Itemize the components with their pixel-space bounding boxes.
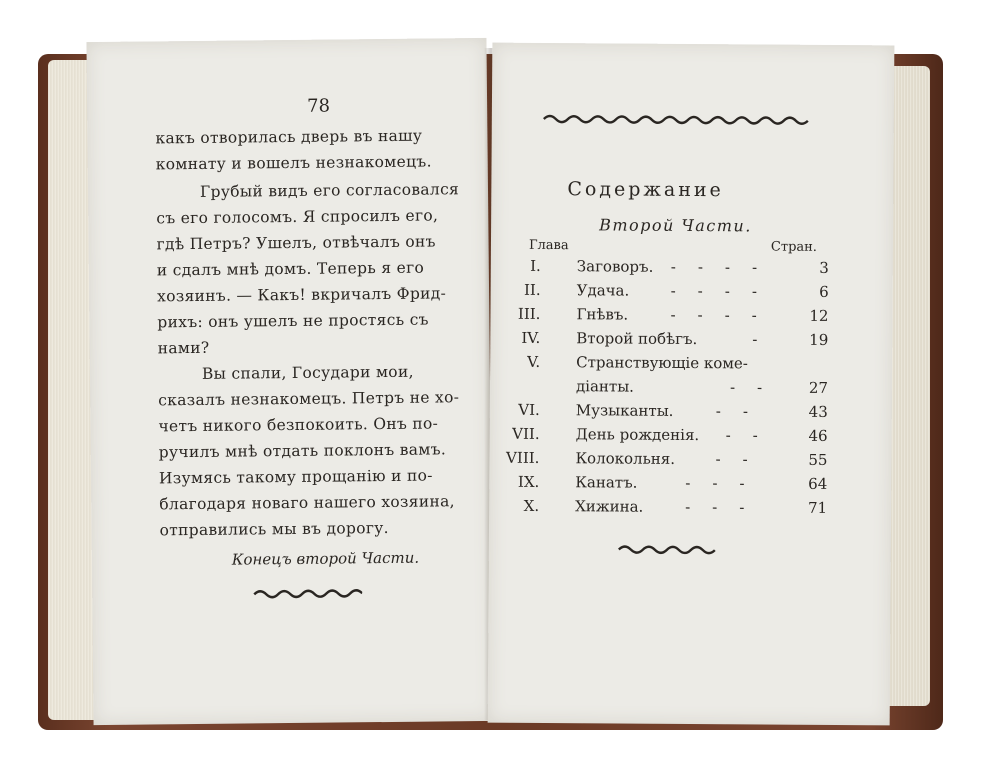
chapter-title: діанты.: [575, 377, 635, 396]
chapter-page: 64: [808, 474, 828, 493]
page-number: 78: [307, 95, 331, 117]
toc-entry: [489, 473, 891, 498]
toc-title: Содержание: [567, 178, 724, 202]
text-line: рихъ: онъ ушелъ не простясь съ: [157, 310, 429, 332]
chapter-title: Удача.: [576, 281, 630, 300]
text-line: хозяинъ. — Какъ! вкричалъ Фрид-: [157, 284, 447, 306]
text-line: благодаря новаго нашего хозяина,: [159, 492, 455, 514]
chapter-page: 6: [819, 282, 829, 301]
chapter-page: 12: [809, 306, 829, 325]
chapter-title: Канатъ.: [575, 473, 638, 492]
toc-subtitle: Второй Части.: [599, 215, 752, 236]
right-page: [488, 43, 895, 726]
chapter-number: III.: [517, 304, 541, 323]
leader-dots: ----: [670, 281, 779, 301]
page-edges-right: [888, 66, 930, 706]
text-line: съ его голосомъ. Я спросилъ его,: [156, 206, 439, 228]
chapter-page: 71: [807, 498, 828, 517]
toc-entry: [491, 257, 893, 282]
toc-entry: [489, 449, 891, 474]
open-book: [38, 40, 943, 730]
ornament-wave: [542, 113, 818, 127]
chapter-number: VII.: [512, 424, 540, 443]
chapter-number: X.: [523, 496, 540, 515]
text-line: ручилъ мнѣ отдать поклонъ вамъ.: [158, 440, 447, 462]
chapter-number: VI.: [518, 400, 540, 419]
text-line: гдѣ Петръ? Ушелъ, отвѣчалъ онъ: [156, 232, 436, 254]
leader-dots: ---: [685, 497, 767, 517]
ornament-wave: [252, 587, 362, 600]
text-line: четъ никого безпокоить. Онъ по-: [158, 414, 439, 436]
chapter-title: Странствующіе коме-: [576, 353, 748, 373]
chapter-number: I.: [530, 256, 541, 275]
toc-entry: [491, 281, 893, 306]
chapter-title: Второй побѣгъ.: [576, 329, 698, 349]
chapter-number: IV.: [521, 328, 541, 347]
chapter-title: Заговоръ.: [576, 257, 654, 276]
leader-dots: ----: [670, 257, 780, 277]
text-line: Грубый видъ его согласовался: [199, 180, 460, 201]
leader-dots: ---: [685, 473, 767, 493]
chapter-page: 46: [808, 426, 828, 445]
col-chapter-header: Глава: [528, 237, 569, 254]
leader-dots: ----: [670, 305, 779, 325]
toc-entry: [490, 377, 892, 402]
text-line: комнату и вошелъ незнакомецъ.: [155, 152, 432, 174]
text-line: отправились мы въ дорогу.: [159, 518, 389, 540]
chapter-title: Гнѣвъ.: [576, 305, 629, 324]
toc-entry: [490, 353, 892, 378]
chapter-title: День рожденія.: [575, 425, 700, 445]
chapter-number: VIII.: [506, 448, 540, 467]
chapter-page: 19: [809, 330, 829, 349]
chapter-page: 27: [808, 378, 829, 397]
leader-dots: --: [715, 450, 770, 469]
text-line: Изумясь такому прощанію и по-: [158, 466, 433, 488]
text-line: сказалъ незнакомецъ. Петръ не хо-: [158, 388, 460, 410]
text-line: и сдалъ мнѣ домъ. Теперь я его: [156, 258, 425, 280]
ornament-wave: [617, 543, 721, 556]
chapter-page: 43: [808, 402, 828, 421]
toc-entry: [490, 425, 892, 450]
chapter-title: Колокольня.: [575, 449, 676, 468]
chapter-number: II.: [523, 280, 541, 299]
toc-entry: [490, 401, 892, 426]
leader-dots: --: [729, 378, 785, 397]
chapter-title: Хижина.: [575, 497, 644, 516]
left-page: [86, 38, 493, 725]
text-line: Вы спали, Государи мои,: [201, 362, 414, 383]
chapter-title: Музыканты.: [575, 401, 674, 420]
col-page-header: Стран.: [770, 239, 818, 255]
leader-dots: --: [725, 426, 780, 445]
leader-dots: -: [752, 330, 780, 349]
leader-dots: --: [715, 402, 771, 421]
chapter-number: V.: [527, 352, 541, 371]
chapter-page: 55: [808, 450, 828, 469]
chapter-page: 3: [819, 258, 829, 277]
text-line: нами?: [157, 338, 210, 358]
toc-entry: [490, 329, 892, 354]
part-ending: Конецъ второй Части.: [231, 548, 420, 569]
text-line: какъ отворилась дверь въ нашу: [155, 126, 423, 148]
toc-entry: [490, 305, 892, 330]
toc-entry: [489, 497, 891, 522]
chapter-number: IX.: [517, 472, 540, 491]
